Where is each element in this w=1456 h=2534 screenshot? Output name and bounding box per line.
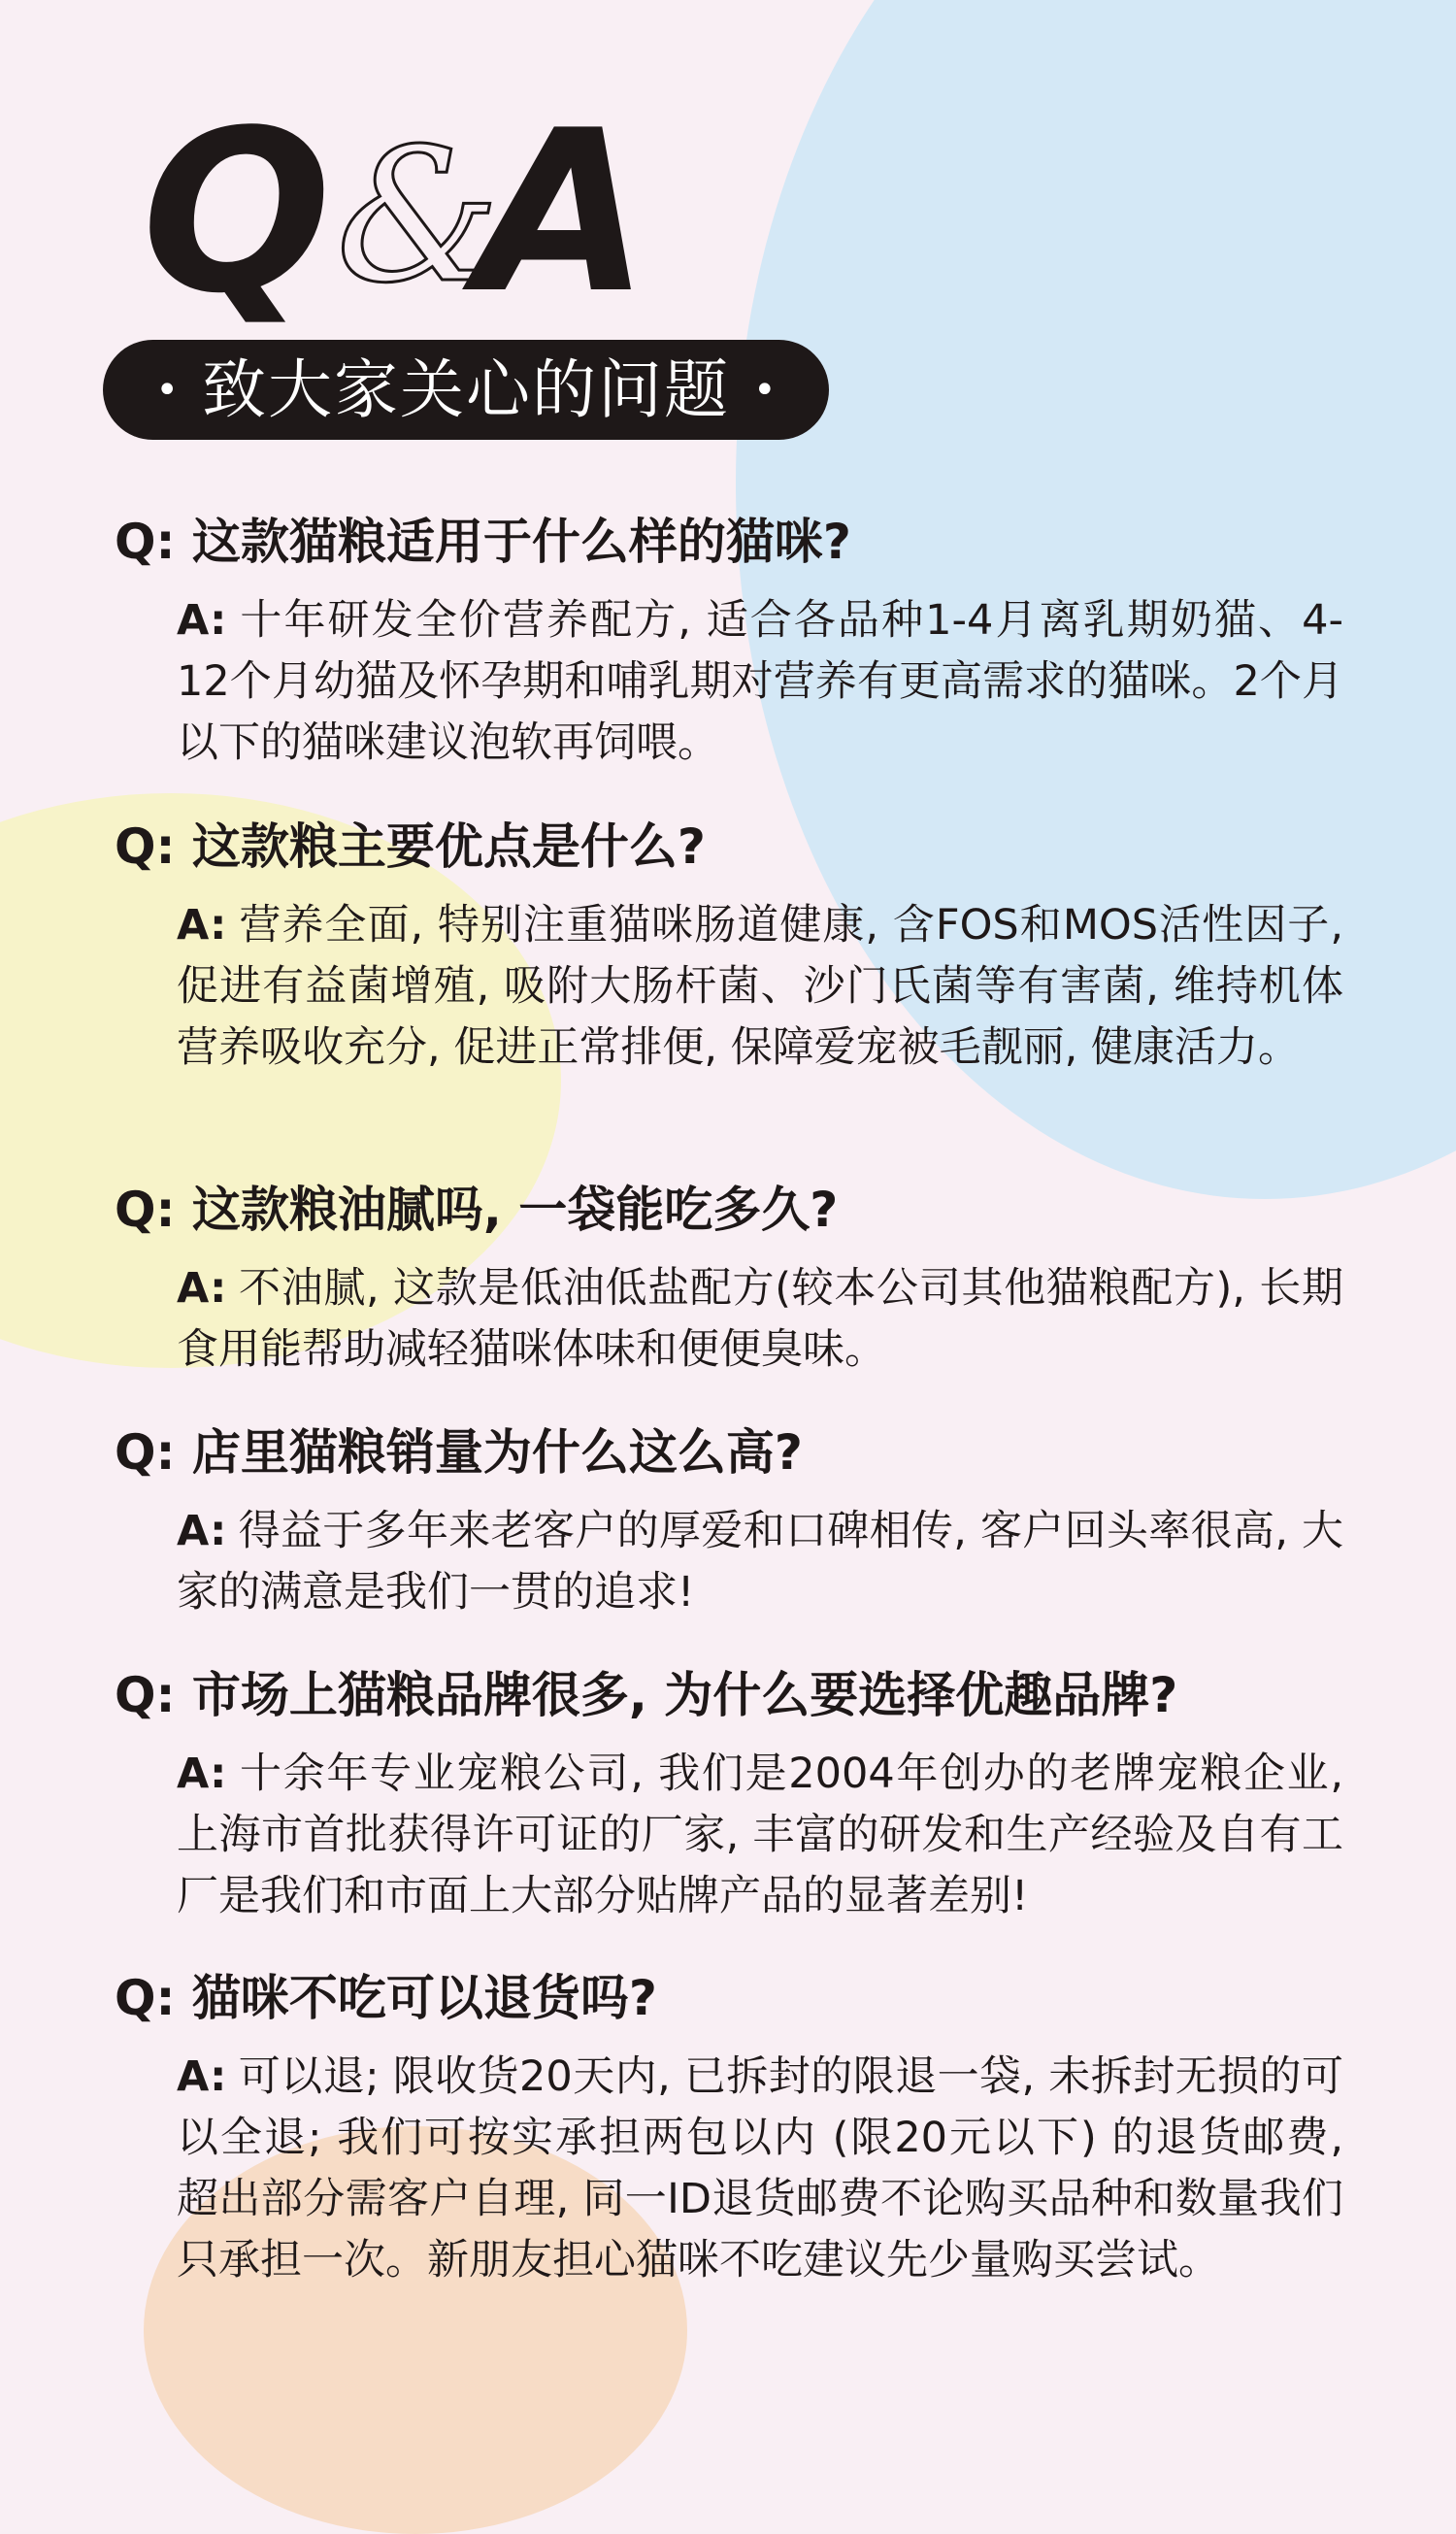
- faq-answer: [177, 1501, 1343, 1623]
- faq-answer: [177, 2047, 1343, 2291]
- faq-question: Q: 这款猫粮适用于什么样的猫咪?: [115, 514, 851, 570]
- faq-answer: [177, 590, 1343, 774]
- answer-label: A:: [177, 1750, 227, 1798]
- faq-item-sales: [115, 1421, 1357, 1623]
- answer-label: A:: [177, 596, 227, 645]
- faq-item-advantages: [115, 816, 1357, 1079]
- qa-logo: [142, 85, 685, 328]
- answer-label: A:: [177, 1507, 227, 1555]
- answer-label: A:: [177, 1264, 227, 1313]
- answer-text: 十余年专业宠粮公司, 我们是2004年创办的老牌宠粮企业, 上海市首批获得许可证的厂家, 丰富的研发和生产经验及自有工厂是我们和市面上大部分贴牌产品的显著差别!: [177, 1750, 1343, 1920]
- answer-text: 十年研发全价营养配方, 适合各品种1-4月离乳期奶猫、4-12个月幼猫及怀孕期和哺乳期对营养有更高需求的猫咪。2个月以下的猫咪建议泡软再饲喂。: [177, 596, 1343, 767]
- answer-label: A:: [177, 901, 227, 950]
- faq-item-greasiness: [115, 1179, 1357, 1381]
- qa-logo-ampersand: &: [336, 109, 501, 323]
- faq-item-returns: [115, 1967, 1357, 2291]
- answer-text: 不油腻, 这款是低油低盐配方(较本公司其他猫粮配方), 长期食用能帮助减轻猫咪体味和便便臭味。: [177, 1264, 1343, 1374]
- faq-item-brand: [115, 1664, 1357, 1927]
- faq-answer: [177, 1258, 1343, 1381]
- faq-answer: [177, 895, 1343, 1079]
- faq-question: Q: 市场上猫粮品牌很多, 为什么要选择优趣品牌?: [115, 1667, 1178, 1723]
- answer-text: 营养全面, 特别注重猫咪肠道健康, 含FOS和MOS活性因子, 促进有益菌增殖, 吸附大肠杆菌、沙门氏菌等有害菌, 维持机体营养吸收充分, 促进正常排便, 保障爱宠被毛靓丽, 健康活力。: [177, 901, 1343, 1072]
- qa-logo-a: A: [477, 85, 650, 328]
- faq-question: Q: 这款粮主要优点是什么?: [115, 818, 706, 875]
- answer-text: 可以退; 限收货20天内, 已拆封的限退一袋, 未拆封无损的可以全退; 我们可按实承担两包以内 (限20元以下) 的退货邮费, 超出部分需客户自理, 同一ID退货邮费不论购买品种和数量我们只承担一次。新朋友担心猫咪不吃建议先少量购买尝试。: [177, 2052, 1343, 2284]
- answer-label: A:: [177, 2052, 227, 2101]
- faq-question: Q: 这款粮油腻吗, 一袋能吃多久?: [115, 1182, 839, 1238]
- faq-question: Q: 猫咪不吃可以退货吗?: [115, 1970, 657, 2026]
- answer-text: 得益于多年来老客户的厚爱和口碑相传, 客户回头率很高, 大家的满意是我们一贯的追求!: [177, 1507, 1343, 1617]
- faq-question: Q: 店里猫粮销量为什么这么高?: [115, 1424, 803, 1481]
- qa-logo-q: Q: [142, 85, 332, 328]
- bullet-dot-left: •: [155, 367, 179, 413]
- section-subtitle-pill: [103, 340, 829, 440]
- bullet-dot-right: •: [753, 367, 777, 413]
- faq-item-suitability: [115, 511, 1357, 774]
- faq-answer: [177, 1744, 1343, 1927]
- section-subtitle: 致大家关心的问题: [202, 351, 730, 427]
